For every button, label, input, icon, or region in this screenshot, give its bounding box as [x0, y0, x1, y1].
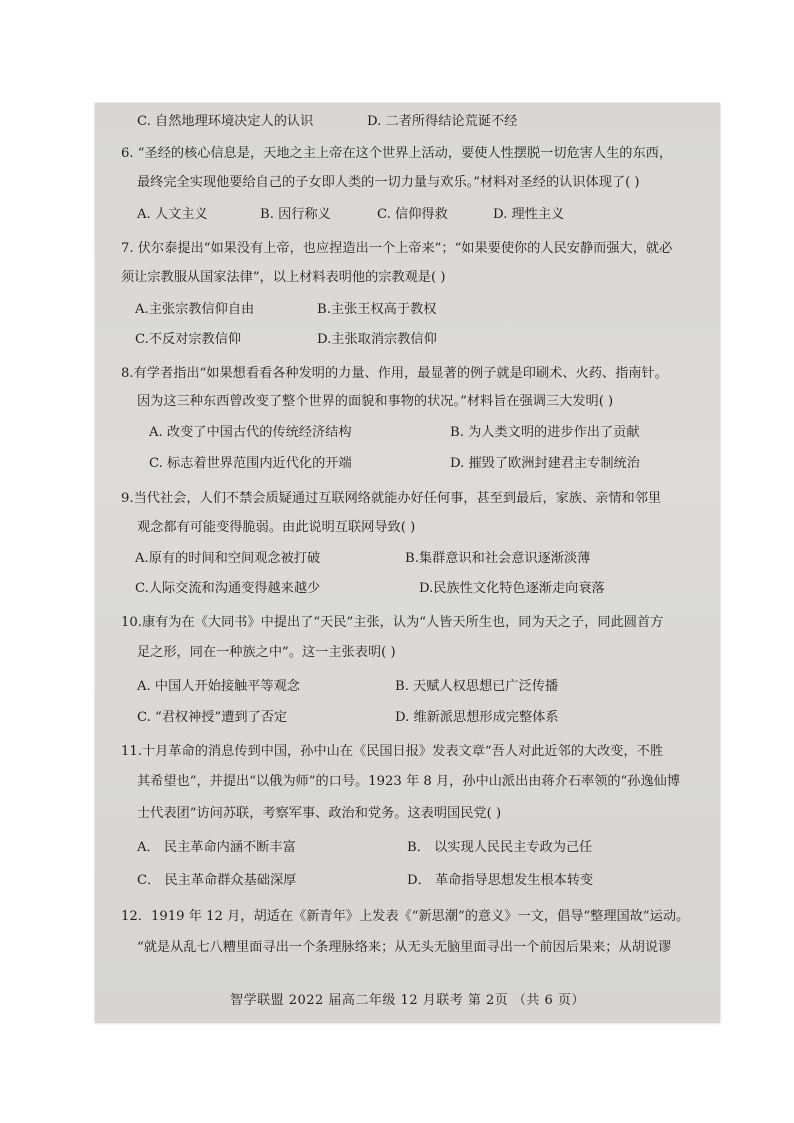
q8-option-d: D. 摧毁了欧洲封建君主专制统治 [450, 456, 640, 471]
q9-option-a: A.原有的时间和空间观念被打破 [135, 551, 321, 566]
q7-stem-line-2: 须让宗教服从国家法律”，以上材料表明他的宗教观是( ) [121, 270, 446, 285]
q7-option-a: A.主张宗教信仰自由 [135, 302, 255, 317]
page-footer: 智学联盟 2022 届高二年级 12 月联考 第 2页 （共 6 页） [230, 993, 585, 1008]
q9-option-d: D.民族性文化特色逐渐走向衰落 [419, 581, 605, 596]
q9-stem-line-2: 观念都有可能变得脆弱。由此说明互联网导致( ) [137, 520, 416, 535]
q9-option-b: B.集群意识和社会意识逐渐淡薄 [405, 551, 591, 566]
q10-stem-line-1: 10.康有为在《大同书》中提出了“天民”主张，认为“人皆天所生也，同为天之子，同此圆首方 [121, 615, 664, 630]
q6-option-d: D. 理性主义 [493, 207, 565, 222]
q5-option-d: D. 二者所得结论荒诞不经 [367, 114, 518, 129]
q11-option-c: C． 民主革命群众基础深厚 [137, 873, 297, 888]
q11-stem-line-1: 11.十月革命的消息传到中国，孙中山在《民国日报》发表文章“吾人对此近邻的大改变，不胜 [121, 744, 664, 759]
q6-stem-line-1: 6. “圣经的核心信息是，天地之主上帝在这个世界上活动，要使人性摆脱一切危害人生的东西， [121, 146, 673, 161]
q6-option-c: C. 信仰得救 [377, 207, 448, 222]
q11-stem-line-2: 其希望也”，并提出“以俄为师”的口号。1923 年 8 月，孙中山派出由蒋介石率领的“孙逸仙博 [137, 774, 681, 789]
q10-option-d: D. 维新派思想形成完整体系 [395, 710, 559, 725]
q6-option-b: B. 因行称义 [260, 207, 331, 222]
q8-option-b: B. 为人类文明的进步作出了贡献 [450, 425, 640, 440]
q6-stem-line-2: 最终完全实现他要给自己的子女即人类的一切力量与欢乐。”材料对圣经的认识体现了( ) [137, 175, 640, 190]
exam-content [95, 103, 720, 1023]
q10-option-a: A. 中国人开始接触平等观念 [137, 679, 300, 694]
q8-stem-line-1: 8.有学者指出“如果想看看各种发明的力量、作用，最显著的例子就是印刷术、火药、指南针。 [121, 366, 668, 381]
q9-option-c: C.人际交流和沟通变得越来越少 [135, 581, 321, 596]
q12-stem-line-1: 12．1919 年 12 月，胡适在《新青年》上发表《“新思潮”的意义》一文，倡导“整理国故”运动。 [121, 909, 690, 924]
q7-option-c: C.不反对宗教信仰 [135, 332, 242, 347]
q10-option-b: B. 天赋人权思想已广泛传播 [395, 679, 559, 694]
q8-stem-line-2: 因为这三种东西曾改变了整个世界的面貌和事物的状况。”材料旨在强调三大发明( ) [137, 394, 614, 409]
q7-option-b: B.主张王权高于教权 [317, 302, 437, 317]
q11-option-a: A． 民主革命内涵不断丰富 [137, 840, 296, 855]
q8-option-a: A. 改变了中国古代的传统经济结构 [149, 425, 352, 440]
q9-stem-line-1: 9.当代社会，人们不禁会质疑通过互联网络就能办好任何事，甚至到最后，家族、亲情和邻里 [121, 491, 662, 506]
q7-stem-line-1: 7. 伏尔泰提出“如果没有上帝，也应捏造出一个上帝来”；“如果要使你的人民安静而强大，就必 [121, 241, 673, 256]
q12-stem-line-2: “就是从乱七八糟里面寻出一个条理脉络来；从无头无脑里面寻出一个前因后果来；从胡说谬 [137, 940, 672, 955]
q6-option-a: A. 人文主义 [137, 207, 208, 222]
q11-option-d: D． 革命指导思想发生根本转变 [407, 873, 594, 888]
q11-option-b: B． 以实现人民民主专政为己任 [407, 840, 593, 855]
q10-option-c: C. “君权神授”遭到了否定 [137, 710, 288, 725]
exam-page [95, 103, 720, 1023]
q5-option-c: C. 自然地理环境决定人的认识 [137, 114, 314, 129]
q10-stem-line-2: 足之形，同在一种族之中”。这一主张表明( ) [137, 645, 396, 660]
q8-option-c: C. 标志着世界范围内近代化的开端 [149, 456, 352, 471]
q7-option-d: D.主张取消宗教信仰 [317, 332, 437, 347]
q11-stem-line-3: 士代表团”访问苏联，考察军事、政治和党务。这表明国民党( ) [137, 806, 502, 821]
